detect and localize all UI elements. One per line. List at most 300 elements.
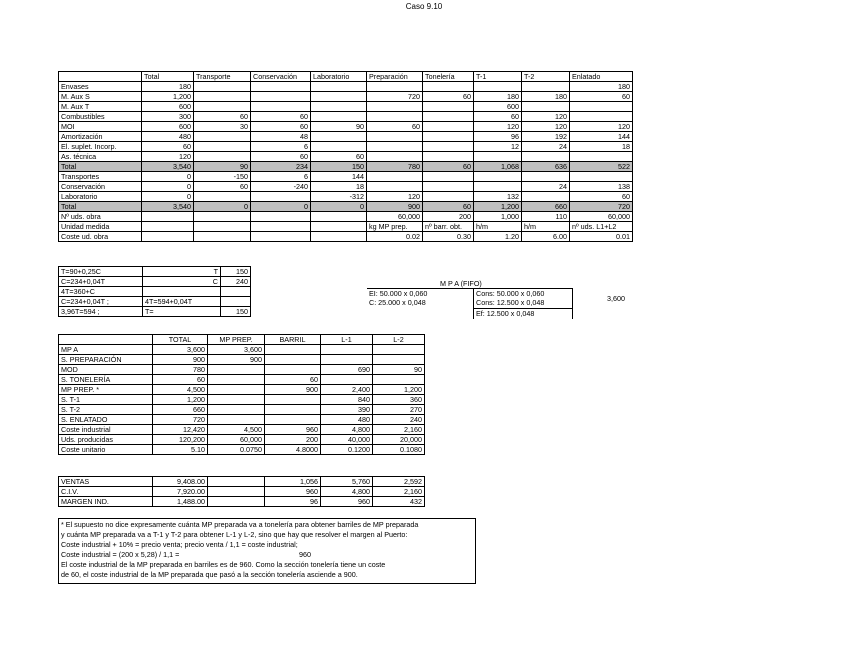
table-cell: 270 bbox=[373, 405, 425, 415]
table-row bbox=[59, 192, 633, 202]
table-cell: 3,540 bbox=[142, 202, 194, 212]
column-header: Enlatado bbox=[570, 72, 633, 82]
table-cell bbox=[423, 182, 474, 192]
table-row bbox=[59, 445, 425, 455]
table-cell bbox=[143, 287, 221, 297]
table-cell bbox=[208, 365, 265, 375]
table-row bbox=[59, 142, 633, 152]
table-cell: 390 bbox=[321, 405, 373, 415]
mpa-ef-line: Ef: 12.500 x 0,048 bbox=[476, 309, 535, 318]
table-cell: 40,000 bbox=[321, 435, 373, 445]
table-cell bbox=[367, 102, 423, 112]
table-cell bbox=[321, 355, 373, 365]
table-cell: 120 bbox=[142, 152, 194, 162]
row-label: C.I.V. bbox=[59, 487, 153, 497]
table-cell bbox=[373, 355, 425, 365]
table-cell: 96 bbox=[265, 497, 321, 507]
table-cell: 3,600 bbox=[208, 345, 265, 355]
table-cell: 60 bbox=[194, 182, 251, 192]
table-row bbox=[59, 82, 633, 92]
table-cell: 432 bbox=[373, 497, 425, 507]
table-cell: 200 bbox=[423, 212, 474, 222]
row-label: MOI bbox=[59, 122, 142, 132]
table-cell: 180 bbox=[474, 92, 522, 102]
table-cell: 780 bbox=[153, 365, 208, 375]
column-header: T-2 bbox=[522, 72, 570, 82]
row-label: Envases bbox=[59, 82, 142, 92]
column-header: Preparación bbox=[367, 72, 423, 82]
table-cell bbox=[194, 222, 251, 232]
table-cell bbox=[311, 142, 367, 152]
table-cell bbox=[570, 172, 633, 182]
table-cell bbox=[194, 142, 251, 152]
table-cell bbox=[522, 82, 570, 92]
table-cell: h/m bbox=[474, 222, 522, 232]
table-cell: 180 bbox=[142, 82, 194, 92]
table-row bbox=[59, 487, 425, 497]
row-label: Laboratorio bbox=[59, 192, 142, 202]
table-cell: 120 bbox=[367, 192, 423, 202]
column-header bbox=[59, 72, 142, 82]
mpa-ei-block bbox=[367, 288, 473, 308]
table-cell: 522 bbox=[570, 162, 633, 172]
table-cell bbox=[311, 222, 367, 232]
row-label: C=234+0,04T bbox=[59, 277, 143, 287]
table-cell bbox=[423, 142, 474, 152]
table-cell: 6 bbox=[251, 142, 311, 152]
table-cell: 60 bbox=[570, 92, 633, 102]
table-row bbox=[59, 395, 425, 405]
table-cell: 2,160 bbox=[373, 425, 425, 435]
mpa-cons-block bbox=[473, 288, 573, 319]
table-cell: 30 bbox=[194, 122, 251, 132]
table-cell bbox=[194, 232, 251, 242]
page-title: Caso 9.10 bbox=[405, 2, 443, 11]
row-label: M. Aux S bbox=[59, 92, 142, 102]
row-label: S. T-2 bbox=[59, 405, 153, 415]
table-cell: 690 bbox=[321, 365, 373, 375]
table-cell bbox=[208, 405, 265, 415]
table-cell bbox=[321, 345, 373, 355]
table-cell bbox=[367, 172, 423, 182]
table-cell bbox=[194, 82, 251, 92]
table-row bbox=[59, 425, 425, 435]
table-cell: 234 bbox=[251, 162, 311, 172]
table-cell: 60 bbox=[423, 162, 474, 172]
table-cell: 110 bbox=[522, 212, 570, 222]
table-cell: 840 bbox=[321, 395, 373, 405]
row-label: Conservación bbox=[59, 182, 142, 192]
table-cell bbox=[142, 212, 194, 222]
table-cell: 660 bbox=[522, 202, 570, 212]
row-label: Coste industrial bbox=[59, 425, 153, 435]
table-cell bbox=[221, 297, 251, 307]
table-cell: 96 bbox=[474, 132, 522, 142]
column-header: Total bbox=[142, 72, 194, 82]
mpa-title: M P A (FIFO) bbox=[440, 279, 482, 288]
table-cell: 60,000 bbox=[367, 212, 423, 222]
table-row bbox=[59, 102, 633, 112]
table-cell bbox=[423, 192, 474, 202]
table-row bbox=[59, 385, 425, 395]
table-row bbox=[59, 345, 425, 355]
table-cell: 2,400 bbox=[321, 385, 373, 395]
row-label: Total bbox=[59, 202, 142, 212]
table-cell: 900 bbox=[367, 202, 423, 212]
table-cell bbox=[251, 92, 311, 102]
table-cell: 0.02 bbox=[367, 232, 423, 242]
table-row bbox=[59, 375, 425, 385]
table-cell bbox=[265, 365, 321, 375]
table-cell bbox=[208, 415, 265, 425]
table-cell: 0 bbox=[142, 182, 194, 192]
table-row bbox=[59, 435, 425, 445]
table-cell: 18 bbox=[311, 182, 367, 192]
header-row bbox=[59, 72, 633, 82]
table-cell bbox=[373, 375, 425, 385]
table-cell: 1.20 bbox=[474, 232, 522, 242]
table-cell bbox=[570, 112, 633, 122]
row-label: Amortización bbox=[59, 132, 142, 142]
table-cell: 960 bbox=[321, 497, 373, 507]
table-row bbox=[59, 172, 633, 182]
column-header: T-1 bbox=[474, 72, 522, 82]
table-cell: 1,488.00 bbox=[153, 497, 208, 507]
table-cell bbox=[474, 182, 522, 192]
table-cell: 360 bbox=[373, 395, 425, 405]
table-cell bbox=[221, 287, 251, 297]
table-cell: 120,200 bbox=[153, 435, 208, 445]
note-line-5: El coste industrial de la MP preparada en barriles es de 960. Como la sección tonelería tiene un coste bbox=[61, 560, 386, 569]
table-row bbox=[59, 297, 251, 307]
table-row bbox=[59, 222, 633, 232]
table-cell: 12,420 bbox=[153, 425, 208, 435]
table-cell: 60,000 bbox=[208, 435, 265, 445]
row-label: El. suplet. Incorp. bbox=[59, 142, 142, 152]
table-cell bbox=[194, 92, 251, 102]
table-cell: 780 bbox=[367, 162, 423, 172]
table-cell: 0.1080 bbox=[373, 445, 425, 455]
table-cell: T bbox=[143, 267, 221, 277]
table-cell: 144 bbox=[311, 172, 367, 182]
table-cell: 144 bbox=[570, 132, 633, 142]
note-line-2: y cuánta MP preparada va a T-1 y T-2 para obtener L-1 y L-2, sino que hay que resolver el margen al Puerto: bbox=[61, 530, 408, 539]
table-cell: 1,000 bbox=[474, 212, 522, 222]
row-label: S. PREPARACIÓN bbox=[59, 355, 153, 365]
equations-box bbox=[58, 266, 251, 317]
table-cell bbox=[423, 102, 474, 112]
row-label: MP PREP. * bbox=[59, 385, 153, 395]
table-cell bbox=[367, 82, 423, 92]
table-cell bbox=[265, 355, 321, 365]
row-label: MP A bbox=[59, 345, 153, 355]
table-cell bbox=[208, 375, 265, 385]
row-label: Coste ud. obra bbox=[59, 232, 142, 242]
table-cell bbox=[522, 172, 570, 182]
row-label: Transportes bbox=[59, 172, 142, 182]
mpa-cons-line-1: Cons: 50.000 x 0,060 bbox=[476, 289, 545, 298]
table-cell: 0 bbox=[142, 172, 194, 182]
table-cell bbox=[194, 152, 251, 162]
table-cell bbox=[423, 82, 474, 92]
table-cell bbox=[570, 152, 633, 162]
table-cell: 720 bbox=[367, 92, 423, 102]
table-cell: 60 bbox=[194, 112, 251, 122]
table-cell bbox=[522, 192, 570, 202]
note-box bbox=[58, 518, 476, 584]
table-cell: 300 bbox=[142, 112, 194, 122]
table-cell: nº barr. obt. bbox=[423, 222, 474, 232]
table-cell: 120 bbox=[570, 122, 633, 132]
table-cell: 1,056 bbox=[265, 477, 321, 487]
table-cell: 0 bbox=[311, 202, 367, 212]
header-row bbox=[59, 335, 425, 345]
mpa-cons-line-2: Cons: 12.500 x 0,048 bbox=[476, 298, 545, 307]
table-row bbox=[59, 287, 251, 297]
table-cell: 480 bbox=[142, 132, 194, 142]
table-cell: -312 bbox=[311, 192, 367, 202]
table-cell bbox=[251, 232, 311, 242]
column-header: Transporte bbox=[194, 72, 251, 82]
column-header: L-2 bbox=[373, 335, 425, 345]
table-cell bbox=[311, 92, 367, 102]
table-cell: 90 bbox=[194, 162, 251, 172]
table-cell: C bbox=[143, 277, 221, 287]
column-header: L-1 bbox=[321, 335, 373, 345]
table-cell bbox=[265, 415, 321, 425]
table-cell: 1,200 bbox=[153, 395, 208, 405]
table-cell: 60,000 bbox=[570, 212, 633, 222]
table-cell: 600 bbox=[474, 102, 522, 112]
table-row bbox=[59, 162, 633, 172]
table-cell: 4T=594+0,04T bbox=[143, 297, 221, 307]
row-label: 4T=360+C bbox=[59, 287, 143, 297]
table-cell: kg MP prep. bbox=[367, 222, 423, 232]
table-cell bbox=[208, 477, 265, 487]
table-cell: 1,200 bbox=[373, 385, 425, 395]
table-cell: 4,500 bbox=[153, 385, 208, 395]
table-cell bbox=[367, 182, 423, 192]
table-cell: 18 bbox=[570, 142, 633, 152]
table-cell: 960 bbox=[265, 425, 321, 435]
table-cell: 0.01 bbox=[570, 232, 633, 242]
table-cell: 240 bbox=[221, 277, 251, 287]
table-cell bbox=[321, 375, 373, 385]
table-cell: 60 bbox=[423, 92, 474, 102]
column-header: MP PREP. bbox=[208, 335, 265, 345]
table-cell: 720 bbox=[570, 202, 633, 212]
table-cell: -150 bbox=[194, 172, 251, 182]
table-cell: 2,592 bbox=[373, 477, 425, 487]
table-cell: 240 bbox=[373, 415, 425, 425]
table-cell bbox=[194, 102, 251, 112]
row-label: Uds. producidas bbox=[59, 435, 153, 445]
table-row bbox=[59, 202, 633, 212]
table-cell bbox=[423, 122, 474, 132]
table-cell: 48 bbox=[251, 132, 311, 142]
table-cell: 7,920.00 bbox=[153, 487, 208, 497]
table-cell bbox=[251, 222, 311, 232]
table-cell: 60 bbox=[423, 202, 474, 212]
table-row bbox=[59, 232, 633, 242]
table-cell: 180 bbox=[522, 92, 570, 102]
table-cell: 0.1200 bbox=[321, 445, 373, 455]
table-cell: 0 bbox=[142, 192, 194, 202]
table-cell: 4.8000 bbox=[265, 445, 321, 455]
table-cell: 60 bbox=[251, 122, 311, 132]
table-cell: 120 bbox=[474, 122, 522, 132]
mpa-total: 3,600 bbox=[607, 294, 625, 303]
table-cell: h/m bbox=[522, 222, 570, 232]
table-row bbox=[59, 212, 633, 222]
table-cell bbox=[251, 82, 311, 92]
column-header bbox=[59, 335, 153, 345]
note-line-3: Coste industrial + 10% = precio venta; precio venta / 1,1 = coste industrial; bbox=[61, 540, 298, 549]
table-cell: 900 bbox=[265, 385, 321, 395]
margin-table bbox=[58, 476, 425, 507]
table-cell bbox=[194, 212, 251, 222]
table-cell: -240 bbox=[251, 182, 311, 192]
row-label: VENTAS bbox=[59, 477, 153, 487]
table-cell bbox=[570, 102, 633, 112]
table-row bbox=[59, 355, 425, 365]
table-cell bbox=[142, 232, 194, 242]
table-row bbox=[59, 112, 633, 122]
table-cell bbox=[474, 152, 522, 162]
table-cell: 60 bbox=[142, 142, 194, 152]
note-line-6: de 60, el coste industrial de la MP preparada que pasó a la sección tonelería asciende a 900. bbox=[61, 570, 358, 579]
column-header: Conservación bbox=[251, 72, 311, 82]
table-cell bbox=[423, 112, 474, 122]
table-cell: 150 bbox=[221, 307, 251, 317]
mpa-c-line: C: 25.000 x 0,048 bbox=[369, 298, 426, 307]
table-cell bbox=[367, 142, 423, 152]
table-cell bbox=[367, 112, 423, 122]
table-cell bbox=[522, 152, 570, 162]
table-cell bbox=[194, 192, 251, 202]
table-cell: nº uds. L1+L2 bbox=[570, 222, 633, 232]
table-cell: 9,408.00 bbox=[153, 477, 208, 487]
table-cell: 960 bbox=[265, 487, 321, 497]
table-cell bbox=[311, 232, 367, 242]
table-cell: 150 bbox=[311, 162, 367, 172]
table-cell: 60 bbox=[311, 152, 367, 162]
row-label: 3,96T=594 ; bbox=[59, 307, 143, 317]
table-row bbox=[59, 497, 425, 507]
table-cell: 150 bbox=[221, 267, 251, 277]
product-cost-table bbox=[58, 334, 425, 455]
row-label: C=234+0,04T ; bbox=[59, 297, 143, 307]
row-label: Nº uds. obra bbox=[59, 212, 142, 222]
note-line-4: Coste industrial = (200 x 5,28) / 1,1 = bbox=[61, 550, 180, 559]
row-label: As. técnica bbox=[59, 152, 142, 162]
table-cell bbox=[423, 172, 474, 182]
table-row bbox=[59, 365, 425, 375]
table-cell: 60 bbox=[251, 152, 311, 162]
table-cell bbox=[208, 487, 265, 497]
table-cell: 24 bbox=[522, 182, 570, 192]
table-cell bbox=[474, 82, 522, 92]
note-line-1: * El supuesto no dice expresamente cuánta MP preparada va a tonelería para obtener barriles de MP preparada bbox=[61, 520, 419, 529]
table-cell bbox=[311, 102, 367, 112]
table-cell: 20,000 bbox=[373, 435, 425, 445]
table-cell bbox=[251, 102, 311, 112]
row-label: Combustibles bbox=[59, 112, 142, 122]
table-cell: 60 bbox=[570, 192, 633, 202]
row-label: Coste unitario bbox=[59, 445, 153, 455]
row-label: S. T-1 bbox=[59, 395, 153, 405]
table-cell bbox=[423, 132, 474, 142]
table-cell: 900 bbox=[153, 355, 208, 365]
table-cell bbox=[265, 345, 321, 355]
table-cell bbox=[311, 112, 367, 122]
table-cell: 0.30 bbox=[423, 232, 474, 242]
table-cell: 120 bbox=[522, 112, 570, 122]
table-cell bbox=[522, 102, 570, 112]
table-cell bbox=[194, 132, 251, 142]
table-cell: 138 bbox=[570, 182, 633, 192]
table-cell: 60 bbox=[474, 112, 522, 122]
table-cell bbox=[373, 345, 425, 355]
table-cell: 6 bbox=[251, 172, 311, 182]
table-row bbox=[59, 152, 633, 162]
table-cell bbox=[367, 132, 423, 142]
table-cell: 120 bbox=[522, 122, 570, 132]
row-label: MOD bbox=[59, 365, 153, 375]
table-row bbox=[59, 405, 425, 415]
table-cell: 600 bbox=[142, 102, 194, 112]
table-cell: 1,068 bbox=[474, 162, 522, 172]
table-cell: 0.0750 bbox=[208, 445, 265, 455]
table-cell: 24 bbox=[522, 142, 570, 152]
table-cell bbox=[265, 405, 321, 415]
cost-distribution-table bbox=[58, 71, 633, 242]
table-cell bbox=[265, 395, 321, 405]
row-label: M. Aux T bbox=[59, 102, 142, 112]
row-label: Total bbox=[59, 162, 142, 172]
table-cell: 720 bbox=[153, 415, 208, 425]
table-row bbox=[59, 477, 425, 487]
table-cell: 180 bbox=[570, 82, 633, 92]
table-cell bbox=[311, 82, 367, 92]
table-cell bbox=[208, 385, 265, 395]
table-cell: 636 bbox=[522, 162, 570, 172]
table-cell: 2,160 bbox=[373, 487, 425, 497]
table-cell: 0 bbox=[251, 202, 311, 212]
column-header: BARRIL bbox=[265, 335, 321, 345]
row-label: MARGEN IND. bbox=[59, 497, 153, 507]
table-cell: 60 bbox=[251, 112, 311, 122]
table-row bbox=[59, 267, 251, 277]
row-label: T=90+0,25C bbox=[59, 267, 143, 277]
table-row bbox=[59, 92, 633, 102]
table-cell: 3,540 bbox=[142, 162, 194, 172]
table-cell: 12 bbox=[474, 142, 522, 152]
table-cell: 200 bbox=[265, 435, 321, 445]
table-cell: 5,760 bbox=[321, 477, 373, 487]
note-value: 960 bbox=[299, 550, 311, 559]
column-header: TOTAL bbox=[153, 335, 208, 345]
table-row bbox=[59, 307, 251, 317]
table-cell: 60 bbox=[153, 375, 208, 385]
table-cell: 4,800 bbox=[321, 487, 373, 497]
table-cell: 192 bbox=[522, 132, 570, 142]
table-cell: 6.00 bbox=[522, 232, 570, 242]
table-cell bbox=[311, 132, 367, 142]
row-label: Unidad medida bbox=[59, 222, 142, 232]
table-row bbox=[59, 132, 633, 142]
table-cell: 4,500 bbox=[208, 425, 265, 435]
